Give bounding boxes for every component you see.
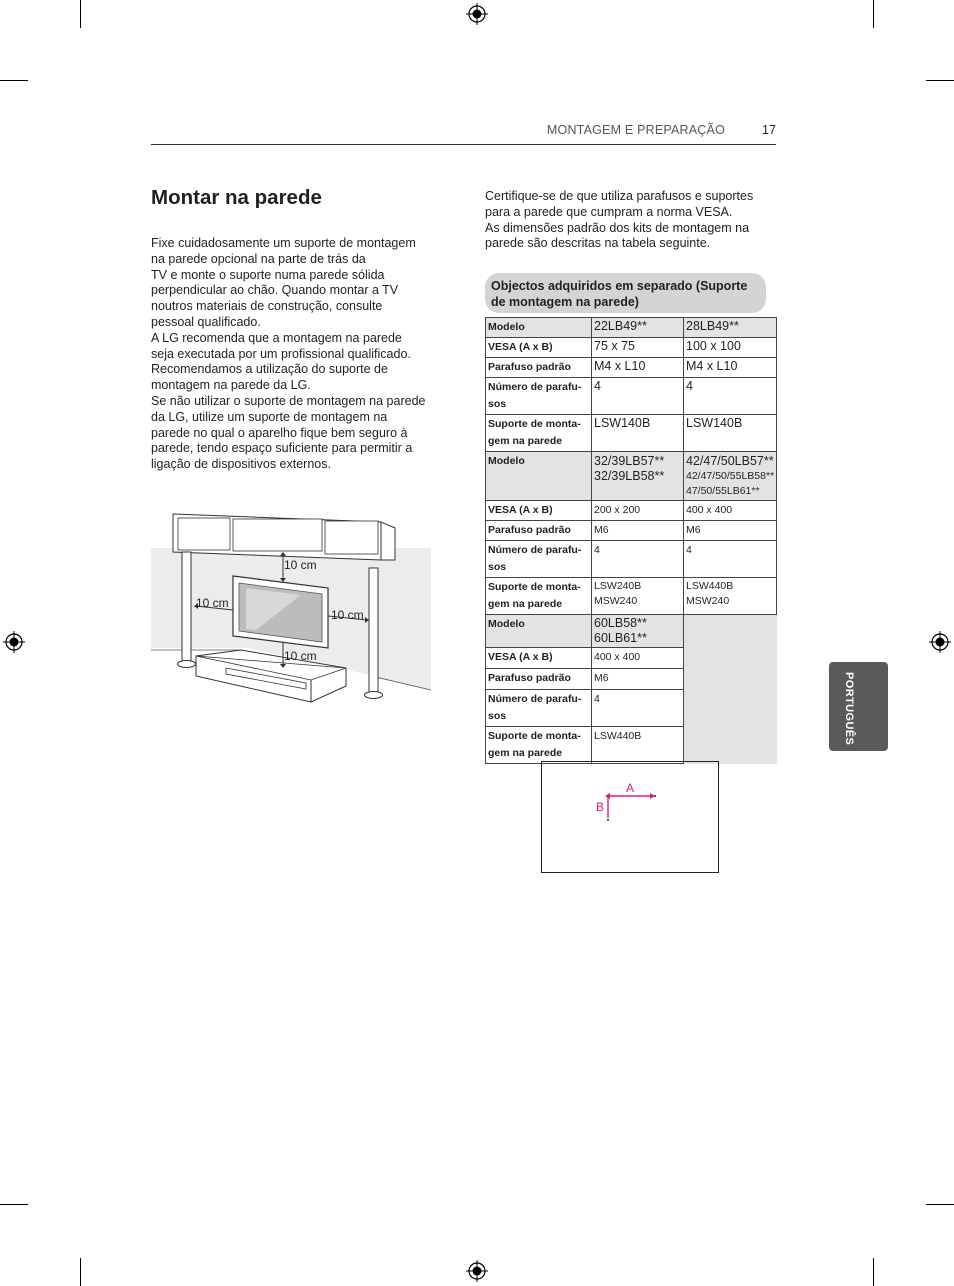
table-cell: M4 x L10 — [684, 358, 777, 378]
table-cell: 32/39LB57** 32/39LB58** — [592, 452, 684, 501]
table-row — [486, 452, 777, 501]
table-cell: LSW440B — [592, 727, 684, 764]
table-cell: 22LB49** — [592, 318, 684, 338]
crop-mark — [0, 80, 28, 81]
table-cell: LSW140B — [684, 415, 777, 452]
vesa-a-label: A — [626, 781, 635, 795]
screw-label: Parafuso padrão — [486, 521, 592, 541]
page-title: Montar na parede — [151, 186, 322, 209]
intro-paragraph: Fixe cuidadosamente um suporte de montagem na parede opcional na parte de trás da TV e monte o suporte numa parede sólida perpendicular ao chão. Quando montar a TV noutros materiais de construção, consulte pessoal qualificado. A LG recomenda que a montagem na parede seja executada por um profissional qualificado. Recomendamos a utilização do suporte de montagem na parede da LG. Se não utilizar o suporte de montagem na parede da LG, utilize um suporte de montagem na parede no qual o aparelho fique bem seguro à parede, tendo espaço suficiente para permitir a ligação de dispositivos externos. — [151, 236, 426, 472]
vesa-paragraph: Certifique-se de que utiliza parafusos e suportes para a parede que cumpram a norma VESA. As dimensões padrão dos kits de montagem na parede são descritas na tabela seguinte. — [485, 189, 754, 251]
section-title: MONTAGEM E PREPARAÇÃO — [546, 123, 725, 137]
table-row — [486, 521, 777, 541]
clearance-label-right: 10 cm — [331, 608, 364, 622]
registration-mark-icon — [929, 631, 951, 653]
model-label: Modelo — [486, 615, 592, 648]
crop-mark — [873, 0, 874, 28]
registration-mark-icon — [466, 3, 488, 25]
table-cell: 400 x 400 — [684, 501, 777, 521]
table-row — [486, 541, 777, 578]
screw-count-label: Número de parafu- sos — [486, 690, 592, 727]
crop-mark — [0, 1204, 28, 1205]
crop-mark — [80, 0, 81, 28]
bracket-label: Suporte de monta- gem na parede — [486, 415, 592, 452]
table-row — [486, 378, 777, 415]
clearance-label-top: 10 cm — [284, 558, 317, 572]
crop-mark — [80, 1258, 81, 1286]
vesa-b-label: B — [596, 800, 605, 814]
table-cell: LSW140B — [592, 415, 684, 452]
table-cell: 4 — [592, 690, 684, 727]
table-row — [486, 358, 777, 378]
table-cell: 75 x 75 — [592, 338, 684, 358]
crop-mark — [926, 1204, 954, 1205]
vesa-label: VESA (A x B) — [486, 648, 592, 669]
table-row — [486, 501, 777, 521]
empty-cell — [684, 615, 777, 764]
table-cell: M4 x L10 — [592, 358, 684, 378]
table-cell: 60LB58** 60LB61** — [592, 615, 684, 648]
table-cell: 4 — [684, 378, 777, 415]
bracket-label: Suporte de monta- gem na parede — [486, 727, 592, 764]
clearance-label-left: 10 cm — [196, 596, 229, 610]
table-cell: M6 — [592, 669, 684, 690]
table-row — [486, 338, 777, 358]
table-cell: 400 x 400 — [592, 648, 684, 669]
table-cell: LSW440B MSW240 — [684, 578, 777, 615]
table-cell: M6 — [592, 521, 684, 541]
language-tab-label: PORTUGUÊS — [843, 672, 855, 746]
table-cell: 4 — [592, 378, 684, 415]
registration-mark-icon — [466, 1260, 488, 1282]
table-cell: 200 x 200 — [592, 501, 684, 521]
table-cell: M6 — [684, 521, 777, 541]
vesa-label: VESA (A x B) — [486, 338, 592, 358]
table-row — [486, 615, 777, 648]
table-cell: 42/47/50LB57** 42/47/50/55LB58** 47/50/55LB61** — [684, 452, 777, 501]
header-divider — [151, 144, 776, 145]
screw-label: Parafuso padrão — [486, 358, 592, 378]
table-row — [486, 578, 777, 615]
screw-count-label: Número de parafu- sos — [486, 541, 592, 578]
table-row — [486, 415, 777, 452]
bracket-label: Suporte de monta- gem na parede — [486, 578, 592, 615]
registration-mark-icon — [3, 631, 25, 653]
crop-mark — [926, 80, 954, 81]
vesa-label: VESA (A x B) — [486, 501, 592, 521]
model-label: Modelo — [486, 452, 592, 501]
model-label: Modelo — [486, 318, 592, 338]
table-cell: 28LB49** — [684, 318, 777, 338]
wall-mount-illustration — [151, 508, 433, 704]
table-cell: 4 — [684, 541, 777, 578]
page-number: 17 — [762, 123, 776, 137]
table-row — [486, 318, 777, 338]
table-cell: 100 x 100 — [684, 338, 777, 358]
table-cell: LSW240B MSW240 — [592, 578, 684, 615]
separately-purchased-label: Objectos adquiridos em separado (Suporte de montagem na parede) — [491, 279, 748, 309]
crop-mark — [873, 1258, 874, 1286]
screw-label: Parafuso padrão — [486, 669, 592, 690]
clearance-label-bottom: 10 cm — [284, 649, 317, 663]
wall-mount-spec-table — [485, 317, 777, 764]
table-cell: 4 — [592, 541, 684, 578]
screw-count-label: Número de parafu- sos — [486, 378, 592, 415]
